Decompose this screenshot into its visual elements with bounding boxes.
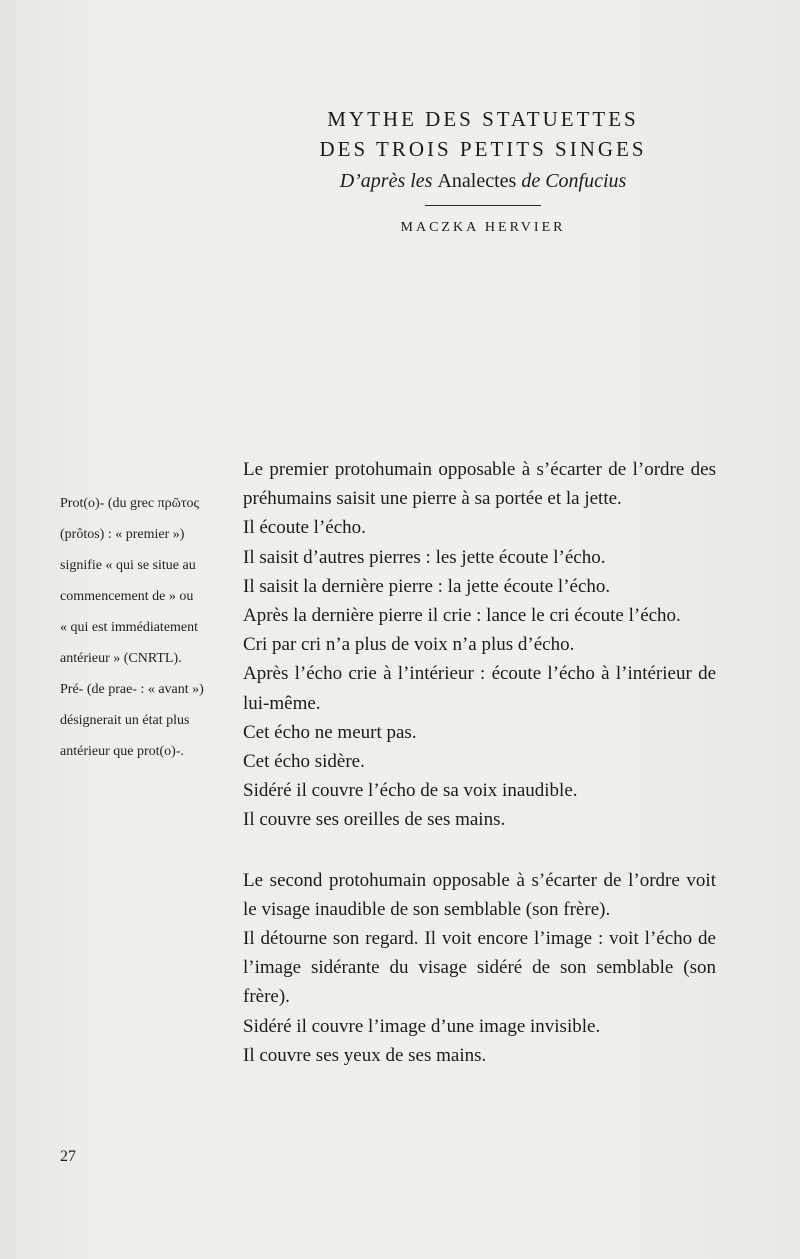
poem-header bbox=[268, 104, 698, 238]
subtitle-part-3: de Confucius bbox=[521, 170, 627, 192]
verse: Après la dernière pierre il crie : lance le cri écoute l’écho. bbox=[243, 605, 681, 627]
verse: Il saisit la dernière pierre : la jette écoute l’écho. bbox=[243, 575, 611, 597]
verse: Il écoute l’écho. bbox=[243, 517, 366, 539]
note-line: Pré- (de prae- : « avant ») bbox=[60, 682, 204, 697]
title-line-2: DES TROIS PETITS SINGES bbox=[319, 137, 647, 161]
verse: Il couvre ses yeux de ses mains. bbox=[243, 1044, 487, 1066]
page-number: 27 bbox=[60, 1148, 76, 1165]
verse: Le premier protohumain opposable à s’écarter de l’ordre des préhumains saisit une pierre à sa portée et la jette. bbox=[243, 459, 716, 510]
note-line: Prot(o)- (du grec πρῶτος bbox=[60, 496, 200, 511]
note-line: commencement de » ou bbox=[60, 589, 194, 604]
verse: Il couvre ses oreilles de ses mains. bbox=[243, 809, 506, 831]
note-line: signifie « qui se situe au bbox=[60, 558, 196, 573]
verse: Le second protohumain opposable à s’écarter de l’ordre voit le visage inaudible de son semblable (son frère). bbox=[243, 869, 716, 920]
note-line: antérieur que prot(o)-. bbox=[60, 744, 184, 759]
subtitle bbox=[268, 166, 698, 196]
poem-body bbox=[243, 455, 716, 1070]
title-line-1: MYTHE DES STATUETTES bbox=[327, 107, 639, 131]
verse: Cri par cri n’a plus de voix n’a plus d’écho. bbox=[243, 634, 575, 656]
note-line: désignerait un état plus bbox=[60, 713, 190, 728]
author-name: MACZKA HERVIER bbox=[400, 220, 566, 235]
verse: Sidéré il couvre l’image d’une image invisible. bbox=[243, 1015, 601, 1037]
verse: Cet écho sidère. bbox=[243, 751, 365, 773]
note-line: (prôtos) : « premier ») bbox=[60, 527, 185, 542]
stanza-gap bbox=[243, 835, 716, 866]
verse: Après l’écho crie à l’intérieur : écoute l’écho à l’intérieur de lui-même. bbox=[243, 663, 716, 714]
subtitle-part-1: D’après les bbox=[339, 170, 433, 192]
subtitle-part-2: Analectes bbox=[437, 170, 517, 192]
verse: Il saisit d’autres pierres : les jette écoute l’écho. bbox=[243, 546, 606, 568]
margin-note bbox=[60, 488, 235, 767]
verse: Il détourne son regard. Il voit encore l’image : voit l’écho de l’image sidérante du visage sidéré de son semblable (son frère). bbox=[243, 928, 716, 1008]
verse: Cet écho ne meurt pas. bbox=[243, 721, 417, 743]
note-line: « qui est immédiatement bbox=[60, 620, 199, 635]
title-rule bbox=[425, 205, 541, 206]
note-line: antérieur » (CNRTL). bbox=[60, 651, 182, 666]
verse: Sidéré il couvre l’écho de sa voix inaudible. bbox=[243, 780, 578, 802]
